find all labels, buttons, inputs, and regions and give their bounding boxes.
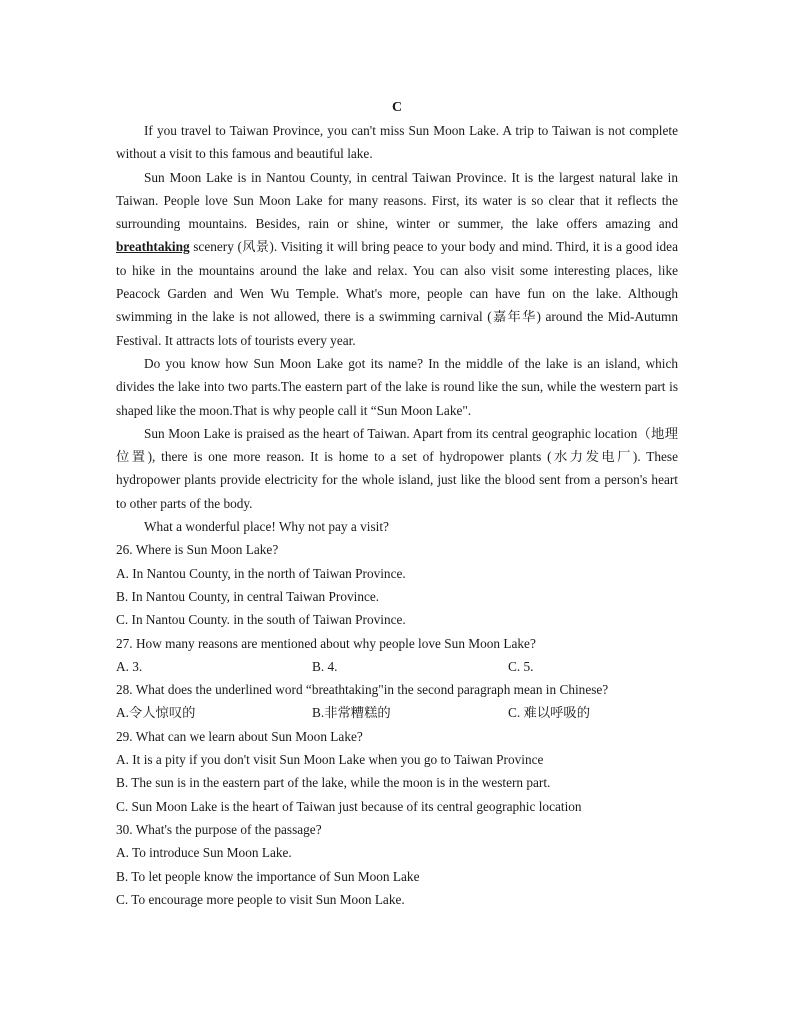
question-28: 28. What does the underlined word “breathtaking"in the second paragraph mean in Chinese?: [116, 682, 609, 698]
question-27: 27. How many reasons are mentioned about why people love Sun Moon Lake?: [116, 635, 536, 651]
underlined-word: breathtaking: [116, 239, 190, 255]
paragraph-2: [116, 166, 678, 352]
question-27-option-c: C. 5.: [508, 658, 534, 674]
question-29-option-a: A. It is a pity if you don't visit Sun Moon Lake when you go to Taiwan Province: [116, 752, 544, 768]
question-26: 26. Where is Sun Moon Lake?: [116, 542, 279, 558]
question-26-option-b: B. In Nantou County, in central Taiwan Province.: [116, 588, 380, 604]
document-page: [116, 97, 678, 911]
paragraph-4: Sun Moon Lake is praised as the heart of Taiwan. Apart from its central geographic location（地理位置), there is one more reason. It is home to a set of hydropower plants (水力发电厂). These hydropower plants provide electricity for the whole island, just like the blood sent from a person's heart to other parts of the body.: [116, 425, 678, 511]
paragraph-1: If you travel to Taiwan Province, you can't miss Sun Moon Lake. A trip to Taiwan is not complete without a visit to this famous and beautiful lake.: [116, 123, 678, 162]
question-28-option-c: C. 难以呼吸的: [508, 705, 591, 721]
paragraph-5: What a wonderful place! Why not pay a visit?: [144, 519, 389, 535]
question-30-option-c: C. To encourage more people to visit Sun Moon Lake.: [116, 891, 405, 907]
paragraph-2-start: Sun Moon Lake is in Nantou County, in central Taiwan Province. It is the largest natural lake in Taiwan. People love Sun Moon Lake for many reasons. First, its water is so clear that it reflects the surrounding mountains. Besides, rain or shine, winter or summer, the lake offers amazing and: [116, 169, 678, 232]
question-27-options: [116, 655, 678, 678]
question-27-option-a: A. 3.: [116, 658, 143, 674]
paragraph-3: Do you know how Sun Moon Lake got its name? In the middle of the lake is an island, which divides the lake into two parts.The eastern part of the lake is round like the sun, while the western part is shaped like the moon.That is why people call it “Sun Moon Lake".: [116, 355, 678, 418]
question-30-option-b: B. To let people know the importance of Sun Moon Lake: [116, 868, 420, 884]
question-28-option-a: A.令人惊叹的: [116, 705, 196, 721]
question-28-option-b: B.非常糟糕的: [312, 705, 391, 721]
question-28-options: [116, 701, 678, 724]
question-29-option-b: B. The sun is in the eastern part of the lake, while the moon is in the western part.: [116, 775, 551, 791]
question-26-option-c: C. In Nantou County. in the south of Taiwan Province.: [116, 612, 406, 628]
question-29-option-c: C. Sun Moon Lake is the heart of Taiwan just because of its central geographic location: [116, 798, 582, 814]
passage-title: C: [391, 100, 403, 115]
question-30: 30. What's the purpose of the passage?: [116, 821, 322, 837]
paragraph-2-end: scenery (风景). Visiting it will bring peace to your body and mind. Third, it is a good idea to hike in the mountains around the lake and relax. You can also visit some interesting places, like Peacock Garden and Wen Wu Temple. What's more, people can have fun on the lake. Although swimming in the lake is not allowed, there is a swimming carnival (嘉年华) around the Mid-Autumn Festival. It attracts lots of tourists every year.: [116, 239, 678, 348]
question-29: 29. What can we learn about Sun Moon Lake?: [116, 728, 363, 744]
question-26-option-a: A. In Nantou County, in the north of Taiwan Province.: [116, 565, 406, 581]
question-27-option-b: B. 4.: [312, 658, 338, 674]
question-30-option-a: A. To introduce Sun Moon Lake.: [116, 845, 292, 861]
